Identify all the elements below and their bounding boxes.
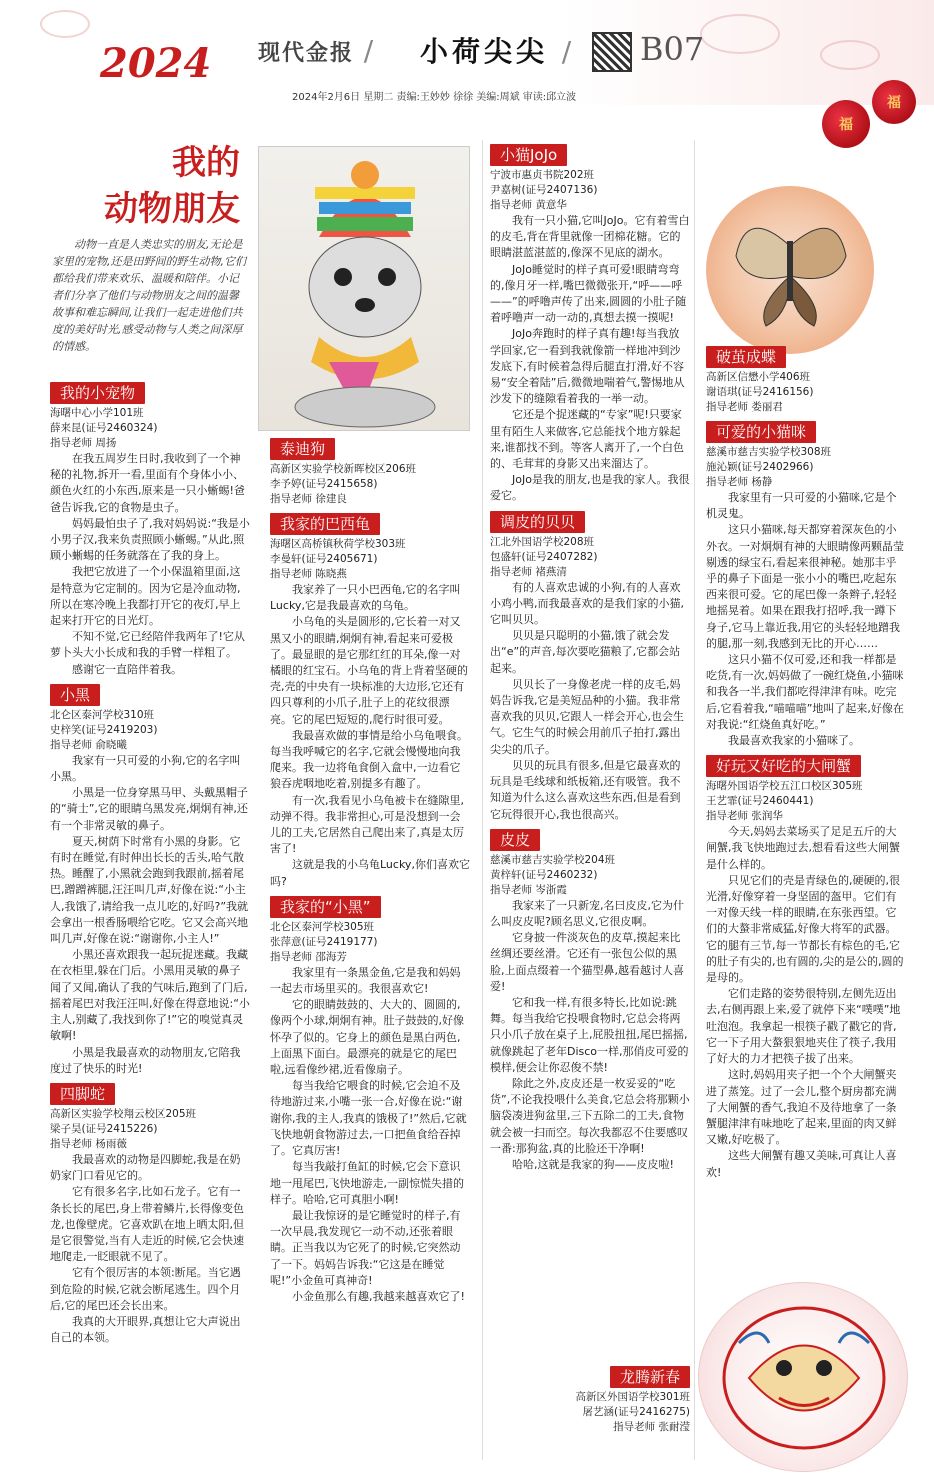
paragraph: 每当我敲打鱼缸的时候,它会下意识地一甩尾巴,飞快地游走,一副惊慌失措的样子。哈哈,它可真胆小啊! [270,1160,464,1206]
article-teddy-dog [270,432,470,507]
paragraph: 贝贝是只聪明的小猫,饿了就会发出“e”的声音,每次要吃猫粮了,它都会站起来。 [490,629,681,675]
teddy-dog-drawing [258,146,470,431]
teacher: 指导老师 褚燕清 [490,565,567,578]
paragraph: 我把它放进了一个小保温箱里面,这是特意为它定制的。因为它是冷血动物,所以在寒冷晚上我都打开它的夜灯,早上起来打开它的日光灯。 [50,565,241,628]
article-tag: 龙腾新春 [610,1366,690,1388]
school: 北仑区泰河学校305班 [270,920,375,933]
paragraph: 最让我惊讶的是它睡觉时的样子,有一次早晨,我发现它一动不动,还张着眼睛。正当我以为它死了的时候,它突然动了一下。妈妈告诉我:“它这是在睡觉呢!”小金鱼可真神奇! [270,1208,461,1287]
edition-meta: 2024年2月6日 星期二 责编:王妙妙 徐徐 美编:周斌 审读:邱立波 [292,92,577,103]
teacher: 指导老师 黄意华 [490,199,567,211]
paragraph: 这时,妈妈用夹子把一个个大闸蟹夹进了蒸笼。过了一会儿,整个厨房都充满了大闸蟹的香气,我迫不及待地拿了一条蟹腿津津有味地吃了起来,里面的肉又鲜又嫩,好吃极了。 [706,1068,897,1147]
teacher: 指导老师 陈晓燕 [270,568,347,580]
lantern-left: 福 [822,100,870,148]
article-goldfish [270,890,470,1305]
teacher: 指导老师 杨雨薇 [50,1137,127,1150]
paragraph: 这只小猫咪,每天都穿着深灰色的小外衣。一对炯炯有神的大眼睛像两颗晶莹剔透的绿宝石,看起来很神秘。她那丰乎乎的鼻子下面是一张小小的嘴巴,吃起东西来很可爱。它的尾巴像一条辫子,轻轻地摇晃着。如果在跟我打招呼,我一蹲下身子,它马上靠近我,用它的头轻轻地蹭我的腿,那一刻,我感到无比的开心…… [706,523,904,650]
author: 李予婷(证号2415658) [270,478,378,490]
article-cat-jojo [490,138,690,505]
paragraph: 小金鱼那么有趣,我越来越喜欢它了! [292,1289,465,1303]
article-tag: 皮皮 [490,829,540,851]
author: 尹嘉树(证号2407136) [490,184,598,196]
article-tag: 调皮的贝贝 [490,511,585,533]
school: 高新区实验学校新晖校区206班 [270,463,417,475]
qr-code-icon[interactable] [592,32,632,72]
paragraph: 小乌龟的头是圆形的,它长着一对又黑又小的眼睛,炯炯有神,看起来可爱极了。最显眼的是它那红红的耳朵,像一对橘眼的红宝石。小乌龟的背上背着坚硬的壳,壳的中央有一块标准的大边形,它还有四只尊利的小爪子,肚子上的花纹很漂亮。它的尾巴短短的,爬行时很可爱。 [270,615,468,726]
school: 海曙中心小学101班 [50,407,144,419]
paragraph: 这只小猫不仅可爱,还和我一样都是吃货,有一次,妈妈做了一碗红烧鱼,小猫咪和我各一半,我们都吃得津津有味。吃完后,它看着我,“喵喵喵”地叫了起来,好像在对我说:“红烧鱼真好吃。” [706,653,904,731]
paragraph: JoJo睡觉时的样子真可爱!眼睛弯弯的,像月牙一样,嘴巴微微张开,“呼——呼——”的呼噜声传了出来,圆圆的小肚子随着呼噜声一动一动的,真想去摸一摸呢! [490,262,687,325]
paragraph: 它们走路的姿势很特别,左侧先迈出去,右侧再跟上来,爱了就停下来“噗噗”地吐泡泡。我拿起一根筷子戳了戳它的背,它一下子用大螯狠狠地夹住了筷子,我用了好大的力才把筷子拔了出来。 [706,987,901,1066]
paragraph: JoJo奔跑时的样子真有趣!每当我放学回家,它一看到我就像箭一样地冲到沙发底下,有时候着急得后腿直打滑,好不容易“安全着陆”后,微微地喘着气,警惕地从沙发下的缝隙看着我的一举一动。 [490,327,685,406]
teacher: 指导老师 俞晓曦 [50,738,127,751]
paragraph: 有的人喜欢忠诚的小狗,有的人喜欢小鸡小鸭,而我最喜欢的是我们家的小猫,它叫贝贝。 [490,580,684,627]
author: 施沁颖(证号2402966) [706,461,814,473]
paragraph: 贝贝长了一身像老虎一样的皮毛,妈妈告诉我,它是美短品种的小猫。我非常喜欢我的贝贝,它跟人一样会开心,也会生气。它生气的时候会用前爪子拍打,露出尖尖的爪子。 [490,677,684,756]
paragraph: 我最喜欢的动物是四脚蛇,我是在奶奶家门口看见它的。 [50,1152,241,1183]
article-dragon-spring [540,1360,690,1460]
paragraph: 我有一只小猫,它叫JoJo。它有着雪白的皮毛,背在背里就像一团棉花糖。它的眼睛湛蓝湛蓝的,像深不见底的湖水。 [490,214,690,260]
dragon-drawing [698,1282,908,1472]
article-tag: 泰迪狗 [270,438,335,460]
article-tag: 我家的“小黑” [270,896,381,918]
paragraph: 在我五周岁生日时,我收到了一个神秘的礼物,拆开一看,里面有个身体小小、颜色火红的小东西,原来是一只小蜥蜴!爸爸告诉我,它的食物是虫子。 [50,452,245,514]
school: 慈溪市慈吉实验学校308班 [706,446,832,458]
paragraph: 这些大闸蟹有趣又美味,可真让人喜欢! [706,1149,897,1179]
paragraph: 我家里有一只可爱的小猫咪,它是个机灵鬼。 [706,491,897,521]
article-naughty-beibei [490,505,690,823]
paragraph: 每当我给它喂食的时候,它会迫不及待地游过来,小嘴一张一合,好像在说:“谢谢你,我的主人,我真的饿极了!”然后,它就飞快地朝食物游过去,一口把鱼食给吞掉了。它真厉害! [270,1079,467,1158]
teacher: 指导老师 周扬 [50,437,117,449]
column-2 [270,432,470,1472]
paragraph: 贝贝的玩具有很多,但是它最喜欢的玩具是毛线球和纸板箱,还有吸管。我不知道为什么这么喜欢这些东西,但是看到它玩得很开心,我也很高兴。 [490,758,681,821]
article-tag: 我的小宠物 [50,382,145,404]
teacher: 指导老师 娄丽君 [706,401,783,413]
article-tag: 小黑 [50,684,100,706]
paragraph: 我家来了一只新宠,名曰皮皮,它为什么叫皮皮呢?顾名思义,它很皮啊。 [490,898,684,928]
article-cute-kitten [706,415,906,749]
column-3 [490,138,690,1338]
paragraph: 今天,妈妈去菜场买了足足五斤的大闸蟹,我飞快地跑过去,想看看这些大闸蟹是什么样的。 [706,825,900,871]
article-butterfly [706,340,906,415]
teacher: 指导老师 岑浙霞 [490,883,567,896]
paragraph: JoJo是我的朋友,也是我的家人。我很爱它。 [490,473,690,503]
author: 包盛轩(证号2407282) [490,550,598,563]
paragraph: 它的眼睛鼓鼓的、大大的、圆圆的,像两个小球,炯炯有神。肚子鼓鼓的,好像怀孕了似的。它身上的颜色是黑白两色,上面黑下面白。最漂亮的就是它的尾巴啦,远看像纱裙,近看像扇子。 [270,998,464,1077]
paragraph: 感谢它一直陪伴着我。 [72,662,182,676]
school: 北仑区泰河学校310班 [50,708,155,721]
paragraph: 妈妈最怕虫子了,我对妈妈说:“我是小小男子汉,我来负责照顾小蜥蜴。”从此,照顾小蜥蜴的任务就落在了我的身上。 [50,516,250,563]
paragraph: 小黑是一位身穿黑马甲、头戴黑帽子的“骑士”,它的眼睛乌黑发亮,炯炯有神,还有一个非常灵敏的鼻子。 [50,786,248,832]
paragraph: 它身披一件淡灰色的皮草,摸起来比丝绸还要丝滑。它还有一张包公似的黑脸,上面点缀着一个猫型鼻,越看越讨人喜爱! [490,931,684,993]
school: 江北外国语学校208班 [490,535,595,548]
teacher: 指导老师 张耐滢 [613,1421,690,1433]
article-tag: 我家的巴西龟 [270,513,380,535]
paragraph: 我家有一只可爱的小狗,它的名字叫小黑。 [50,753,241,784]
author: 薛来昆(证号2460324) [50,422,158,434]
author: 谢语琪(证号2416156) [706,386,814,398]
page-number: B07 [640,30,705,68]
author: 梁子昊(证号2415226) [50,1122,158,1135]
article-hairy-crab [706,749,906,1180]
butterfly-drawing [706,186,874,354]
paragraph: 只见它们的壳是青绿色的,硬硬的,很光滑,好像穿着一身坚固的盔甲。它们有一对像天线一样的眼睛,在东张西望。它们的大螯非常威猛,好像大将军的武器。它的腿有三节,每一节都长有棕色的毛,它的肚子有尖的,也有圆的,尖的是公的,圆的是母的。 [706,873,904,985]
paragraph: 我真的大开眼界,真想让它大声说出自己的本领。 [50,1314,241,1345]
article-pipi [490,823,690,1173]
school: 高新区外国语学校301班 [575,1391,690,1403]
section-name: 小荷尖尖 / [420,35,576,68]
author: 王艺霏(证号2460441) [706,795,814,808]
paragraph: 我家养了一只小巴西龟,它的名字叫Lucky,它是我最喜欢的乌龟。 [270,583,461,613]
school: 宁波市惠贞书院202班 [490,169,595,181]
paragraph: 这就是我的小乌龟Lucky,你们喜欢它吗? [270,858,470,888]
article-tag: 小猫JoJo [490,144,567,166]
feature-title: 我的 动物朋友 [104,143,240,229]
teacher: 指导老师 徐建良 [270,493,347,505]
teacher: 指导老师 杨静 [706,476,773,488]
article-brazil-turtle [270,507,470,890]
school: 慈溪市慈吉实验学校204班 [490,853,616,866]
paragraph: 我家里有一条黑金鱼,它是我和妈妈一起去市场里买的。我很喜欢它! [270,965,461,996]
article-tag: 破茧成蝶 [706,346,786,368]
lantern-right: 福 [872,80,916,124]
article-tag: 四脚蛇 [50,1083,115,1105]
paragraph: 哈哈,这就是我家的狗——皮皮啦! [512,1157,674,1171]
paragraph: 除此之外,皮皮还是一枚妥妥的“吃货”,不论我投喂什么美食,它总会将那颗小脑袋凑进狗盆里,三下五除二的工夫,食物就会被一扫而空。每次我都忍不住要感叹一番:那狗盆,真的比脸还干净啊! [490,1076,690,1155]
paragraph: 小黑是我最喜欢的动物朋友,它陪我度过了快乐的时光! [50,1045,241,1075]
paragraph: 它还是个捉迷藏的“专家”呢!只要家里有陌生人来做客,它总能找个地方躲起来,谁都找不到。等客人离开了,一个白色的、毛茸茸的身影又出来溜达了。 [490,408,684,471]
article-tag: 好玩又好吃的大闸蟹 [706,755,861,777]
school: 高新区信懋小学406班 [706,371,811,383]
paragraph: 它和我一样,有很多特长,比如说:跳舞。每当我给它投喂食物时,它总会将两只小爪子放在桌子上,屁股扭扭,尾巴摇摇,就像跳起了老年Disco一样,那俏皮可爱的模样,便会让你忍俊不禁! [490,995,689,1074]
paragraph: 小黑还喜欢跟我一起玩捉迷藏。我藏在衣柜里,躲在门后。小黑用灵敏的鼻子闻了又闻,确认了我的气味后,跑到了门后,摇着尾巴对我汪汪叫,好像在得意地说:“小主人,别藏了,我找到你了!”它的嗅觉真灵敏啊! [50,948,250,1043]
school: 海曙区高桥镇秋荷学校303班 [270,538,406,550]
paragraph: 有一次,我看见小乌龟被卡在缝隙里,动弹不得。我非常担心,可是没想到一会儿的工夫,它居然自己爬出来了,真是太厉害了! [270,793,464,856]
author: 史梓笑(证号2419203) [50,723,158,736]
paragraph: 它有个很厉害的本领:断尾。当它遇到危险的时候,它就会断尾逃生。四个月后,它的尾巴还会长出来。 [50,1266,241,1312]
author: 屠艺涵(证号2416275) [582,1406,690,1418]
paragraph: 我最喜欢做的事情是给小乌龟喂食。每当我呼喊它的名字,它就会慢慢地向我爬来。我一边将龟食倒入盒中,一边看它狼吞虎咽地吃着,别提多有趣了。 [270,728,468,791]
teacher: 指导老师 张润华 [706,810,783,823]
school: 高新区实验学校翔云校区205班 [50,1107,197,1120]
article-tag: 可爱的小猫咪 [706,421,816,443]
feature-intro: 动物一直是人类忠实的朋友,无论是家里的宠物,还是田野间的野生动物,它们都给我们带来欢乐、温暖和陪伴。小记者们分享了他们与动物朋友之间的温馨故事和难忘瞬间,让我们一起走进他们共度的美好时光,感受动物与人类之间深厚的情感。 [52,238,246,353]
author: 黄梓轩(证号2460232) [490,868,598,881]
author: 张萍意(证号2419177) [270,935,378,948]
school: 海曙外国语学校五江口校区305班 [706,780,863,793]
paragraph: 夏天,树荫下时常有小黑的身影。它有时在睡觉,有时伸出长长的舌头,哈气散热。睡醒了,小黑就会跑到我跟前,摇着尾巴,蹭蹭裤腿,汪汪叫几声,好像在说:“小主人,我饿了,请给我一点儿吃的,好吗?”我就会拿出一根香肠喂给它吃。它又会高兴地叫几声,好像在说:“谢谢你,小主人!” [50,834,249,946]
column-4 [706,340,906,1280]
paper-name: 现代金报 / [258,34,376,67]
column-1 [50,376,250,1466]
year-logo: 2024 [100,40,212,87]
article-skink [50,1077,250,1346]
article-xiaohei [50,678,250,1077]
teacher: 指导老师 邵海芳 [270,950,347,963]
author: 李曼轩(证号2405671) [270,553,378,565]
article-my-little-pet [50,376,250,678]
paragraph: 它有很多名字,比如石龙子。它有一条长长的尾巴,身上带着鳞片,长得像变色龙,也像壁虎。它喜欢趴在地上晒太阳,但是它很警觉,当有人走近的时候,它会快速地爬走,一眨眼就不见了。 [50,1185,244,1264]
paragraph: 我最喜欢我家的小猫咪了。 [728,734,860,748]
paragraph: 不知不觉,它已经陪伴我两年了!它从萝卜头大小长成和我的手臂一样粗了。 [50,630,245,660]
